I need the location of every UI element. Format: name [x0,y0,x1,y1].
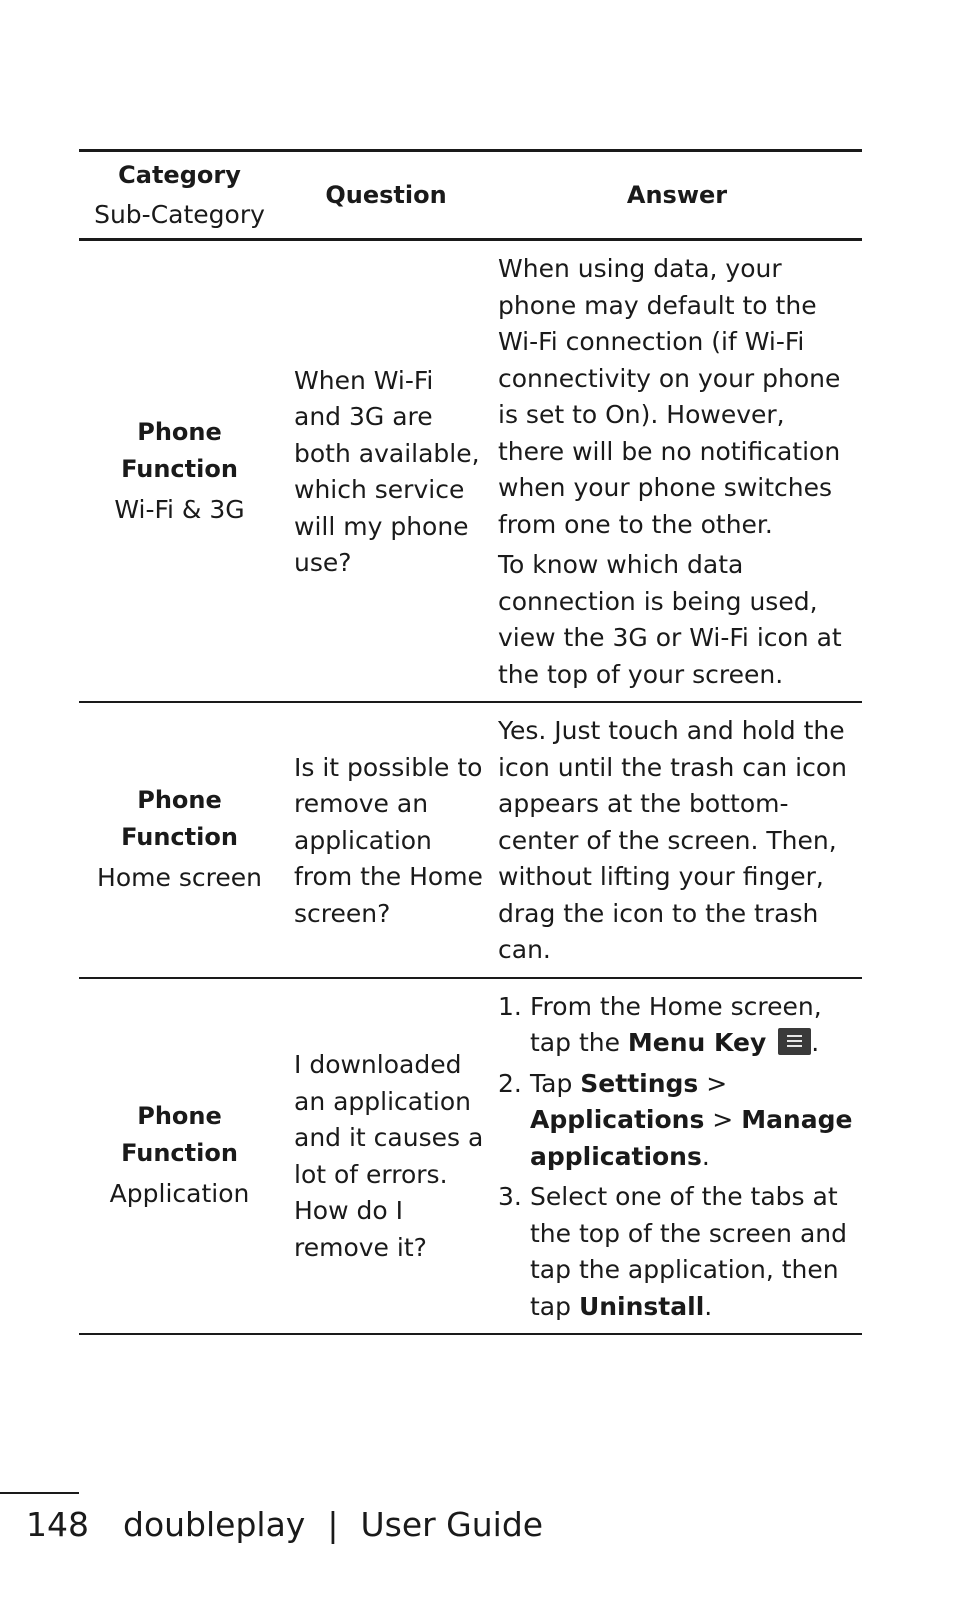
footer-rule [0,1492,79,1494]
step-text: From the Home screen, tap the [530,991,822,1057]
header-category [79,151,280,240]
answer-paragraph: When using data, your phone may default to the Wi-Fi connection (if Wi-Fi connectivity on your phone is set to On). However, there will be no notification when your phone switches from one to the other. [498,254,841,539]
category-label: Phone Function [121,1102,238,1168]
step-text: > [704,1105,742,1134]
step-end: . [811,1028,820,1057]
header-sub-category-label: Sub-Category [94,200,265,229]
answer-cell [492,702,862,978]
step-number: 2. [498,1068,522,1098]
answer-paragraph: To know which data connection is being used, view the 3G or Wi-Fi icon at the top of your screen. [498,550,842,689]
header-answer [492,151,862,240]
sub-category-label: Wi-Fi & 3G [114,494,245,524]
table-row [79,702,862,978]
category-cell [79,240,280,703]
uninstall-steps [498,989,858,1326]
step-number: 3. [498,1182,522,1211]
category-label: Phone Function [121,417,238,483]
category-cell [79,702,280,978]
sub-category-label: Home screen [97,863,262,893]
header-answer-label: Answer [626,181,728,209]
header-category-label: Category [118,161,241,189]
table-header [79,151,862,240]
answer-paragraph: Yes. Just touch and hold the icon until the trash can icon appears at the bottom-center of the screen. Then, without lifting your finger, drag the icon to the trash can. [498,716,847,964]
question-cell: I downloaded an application and it causes a lot of errors. How do I remove it? [294,1050,484,1262]
step-end: . [701,1141,710,1171]
step-item [498,1066,858,1176]
table-row [79,978,862,1335]
step-text: Select one of the tabs at the top of the screen and tap the application, then tap [530,1182,847,1321]
page-footer [26,1502,543,1548]
step-item [498,1179,858,1325]
uninstall-label: Uninstall [578,1291,705,1321]
answer-cell [492,978,862,1335]
manage-applications-label: Manage applications [530,1105,853,1171]
page-number: 148 [26,1505,89,1544]
faq-table [79,149,862,1335]
step-text: Tap [530,1068,581,1098]
menu-key-label: Menu Key [627,1028,767,1057]
step-number: 1. [498,991,522,1021]
product-name: doubleplay [123,1505,306,1544]
header-question [280,151,492,240]
table-row [79,240,862,703]
sub-category-label: Application [109,1179,250,1209]
category-label: Phone Function [121,786,238,852]
question-cell: When Wi-Fi and 3G are both available, which service will my phone use? [294,365,480,577]
step-end: . [704,1291,713,1321]
header-question-label: Question [325,181,447,209]
step-item [498,989,858,1062]
step-text: > [698,1068,728,1098]
category-cell [79,978,280,1335]
applications-label: Applications [530,1105,705,1134]
footer-separator: | [327,1505,339,1544]
menu-key-icon [778,1028,811,1055]
question-cell: Is it possible to remove an application from the Home screen? [294,752,483,928]
answer-cell [492,240,862,703]
guide-title: User Guide [360,1505,544,1544]
settings-label: Settings [580,1068,699,1098]
